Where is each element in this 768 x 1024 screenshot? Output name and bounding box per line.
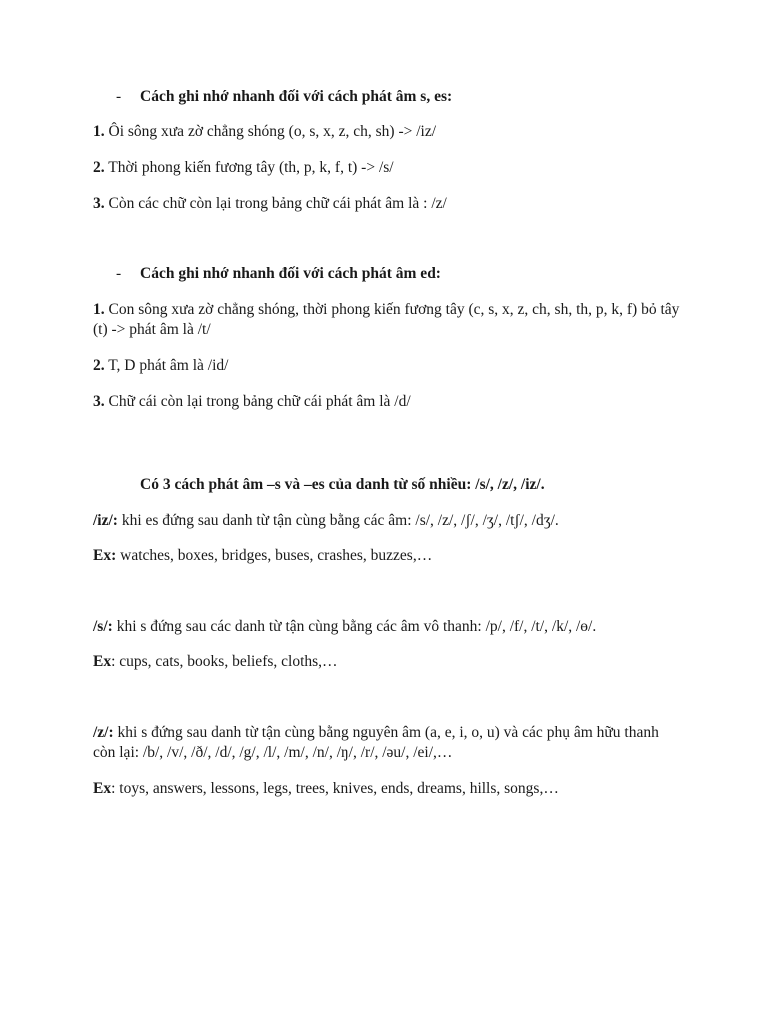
rule-label: /s/:	[93, 618, 113, 635]
section1-item-1	[93, 122, 683, 142]
item-text: Còn các chữ còn lại trong bảng chữ cái phát âm là : /z/	[104, 195, 447, 212]
item-text: Ôi sông xưa zờ chẳng shóng (o, s, x, z, ch, sh) -> /iz/	[104, 123, 437, 140]
item-number: 3.	[93, 195, 105, 212]
example-iz	[93, 546, 683, 566]
rule-text: khi s đứng sau danh từ tận cùng bằng nguyên âm (a, e, i, o, u) và các phụ âm hữu thanh còn lại: /b/, /v/, /ð/, /d/, /g/, /l/, /m/, /n/, /ŋ/, /r/, /əu/, /ei/,…	[93, 724, 659, 761]
section2-item-3	[93, 392, 683, 412]
section3-heading: Có 3 cách phát âm –s và –es của danh từ số nhiều: /s/, /z/, /iz/.	[140, 476, 545, 493]
example-label: Ex:	[93, 547, 117, 564]
item-number: 1.	[93, 301, 105, 318]
example-text: watches, boxes, bridges, buses, crashes, buzzes,…	[116, 547, 433, 564]
section1-item-2	[93, 158, 683, 178]
item-number: 1.	[93, 123, 105, 140]
example-text: : toys, answers, lessons, legs, trees, knives, ends, dreams, hills, songs,…	[111, 780, 559, 797]
example-label: Ex	[93, 780, 112, 797]
section1-item-3	[93, 194, 683, 214]
section2-item-1	[93, 300, 683, 340]
item-number: 2.	[93, 159, 105, 176]
example-z	[93, 779, 683, 799]
section1-heading: Cách ghi nhớ nhanh đối với cách phát âm s, es:	[140, 88, 453, 105]
example-text: : cups, cats, books, beliefs, cloths,…	[111, 653, 338, 670]
rule-z	[93, 723, 683, 763]
rule-iz	[93, 511, 683, 531]
item-text: Chữ cái còn lại trong bảng chữ cái phát âm là /d/	[104, 393, 411, 410]
rule-label: /iz/:	[93, 512, 118, 529]
item-number: 2.	[93, 357, 105, 374]
item-text: Thời phong kiến fương tây (th, p, k, f, t) -> /s/	[104, 159, 394, 176]
item-text: Con sông xưa zờ chẳng shóng, thời phong kiến fương tây (c, s, x, z, ch, sh, th, p, k, f) bỏ tây (t) -> phát âm là /t/	[93, 301, 680, 338]
bullet-dash: -	[116, 265, 122, 282]
item-number: 3.	[93, 393, 105, 410]
section2-heading: Cách ghi nhớ nhanh đối với cách phát âm ed:	[140, 265, 441, 282]
rule-label: /z/:	[93, 724, 114, 741]
item-text: T, D phát âm là /id/	[104, 357, 229, 374]
rule-text: khi s đứng sau các danh từ tận cùng bằng các âm vô thanh: /p/, /f/, /t/, /k/, /ɵ/.	[112, 618, 597, 635]
example-s	[93, 652, 683, 672]
bullet-dash: -	[116, 88, 122, 105]
section2-item-2	[93, 356, 683, 376]
rule-text: khi es đứng sau danh từ tận cùng bằng các âm: /s/, /z/, /ʃ/, /ʒ/, /tʃ/, /dʒ/.	[117, 512, 559, 529]
rule-s	[93, 617, 683, 637]
example-label: Ex	[93, 653, 112, 670]
